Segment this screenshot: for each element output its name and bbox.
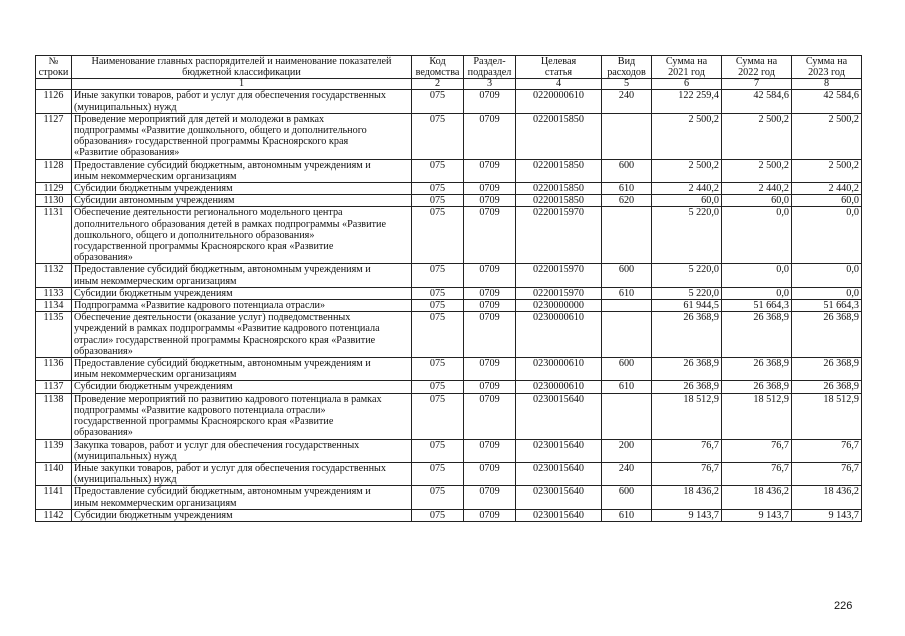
row-target-article: 0220015850 — [516, 159, 602, 182]
table-row — [36, 393, 862, 439]
row-department-code: 075 — [412, 113, 464, 159]
row-target-article: 0230000610 — [516, 381, 602, 393]
header-row — [36, 56, 862, 79]
row-target-article: 0230015640 — [516, 439, 602, 462]
row-number: 1129 — [36, 183, 72, 195]
row-section: 0709 — [464, 287, 516, 299]
row-sum-2022: 0,0 — [722, 264, 792, 287]
row-sum-2023: 18 436,2 — [792, 486, 862, 509]
row-number: 1131 — [36, 207, 72, 264]
header-sum-2023: Сумма на 2023 год — [792, 56, 862, 79]
row-target-article: 0230000000 — [516, 300, 602, 312]
row-expense-type: 600 — [602, 264, 652, 287]
column-index: 8 — [792, 79, 862, 90]
row-sum-2023: 2 440,2 — [792, 183, 862, 195]
row-sum-2021: 2 500,2 — [652, 113, 722, 159]
row-target-article: 0220000610 — [516, 90, 602, 113]
row-name: Проведение мероприятий по развитию кадрового потенциала в рамках подпрограммы «Развитие кадрового потенциала отрасли» государственной программы Красноярского края «Развитие образования» — [72, 393, 412, 439]
row-number: 1130 — [36, 195, 72, 207]
row-department-code: 075 — [412, 486, 464, 509]
header-row-number: № строки — [36, 56, 72, 79]
row-sum-2022: 18 512,9 — [722, 393, 792, 439]
row-name: Обеспечение деятельности (оказание услуг) подведомственных учреждений в рамках подпрограммы «Развитие кадрового потенциала отрасли» государственной программы Красноярского края «Развитие образования» — [72, 312, 412, 358]
row-section: 0709 — [464, 486, 516, 509]
table-row — [36, 113, 862, 159]
row-department-code: 075 — [412, 381, 464, 393]
row-department-code: 075 — [412, 183, 464, 195]
row-sum-2023: 60,0 — [792, 195, 862, 207]
row-name: Предоставление субсидий бюджетным, автономным учреждениям и иным некоммерческим организациям — [72, 264, 412, 287]
row-sum-2022: 76,7 — [722, 462, 792, 485]
row-name: Субсидии бюджетным учреждениям — [72, 183, 412, 195]
table-row — [36, 439, 862, 462]
row-section: 0709 — [464, 358, 516, 381]
row-name: Субсидии бюджетным учреждениям — [72, 381, 412, 393]
row-name: Проведение мероприятий для детей и молодежи в рамках подпрограммы «Развитие дошкольного, общего и дополнительного образования» государственной программы Красноярского края «Развитие образования» — [72, 113, 412, 159]
column-index-row — [36, 79, 862, 90]
row-sum-2022: 26 368,9 — [722, 312, 792, 358]
row-sum-2021: 9 143,7 — [652, 509, 722, 521]
row-sum-2021: 26 368,9 — [652, 381, 722, 393]
row-target-article: 0230015640 — [516, 486, 602, 509]
header-department-code: Код ведомства — [412, 56, 464, 79]
row-sum-2023: 26 368,9 — [792, 312, 862, 358]
row-name: Подпрограмма «Развитие кадрового потенциала отрасли» — [72, 300, 412, 312]
table-row — [36, 358, 862, 381]
row-expense-type: 610 — [602, 509, 652, 521]
row-sum-2023: 76,7 — [792, 462, 862, 485]
row-expense-type: 620 — [602, 195, 652, 207]
row-department-code: 075 — [412, 439, 464, 462]
header-name: Наименование главных распорядителей и наименование показателей бюджетной классификации — [72, 56, 412, 79]
row-expense-type: 600 — [602, 159, 652, 182]
row-number: 1134 — [36, 300, 72, 312]
table-row — [36, 300, 862, 312]
row-number: 1141 — [36, 486, 72, 509]
row-department-code: 075 — [412, 462, 464, 485]
row-sum-2023: 18 512,9 — [792, 393, 862, 439]
row-department-code: 075 — [412, 264, 464, 287]
row-department-code: 075 — [412, 509, 464, 521]
column-index: 2 — [412, 79, 464, 90]
row-name: Закупка товаров, работ и услуг для обеспечения государственных (муниципальных) нужд — [72, 439, 412, 462]
row-section: 0709 — [464, 195, 516, 207]
row-name: Предоставление субсидий бюджетным, автономным учреждениям и иным некоммерческим организациям — [72, 358, 412, 381]
row-section: 0709 — [464, 113, 516, 159]
row-target-article: 0220015850 — [516, 195, 602, 207]
row-department-code: 075 — [412, 195, 464, 207]
row-number: 1132 — [36, 264, 72, 287]
row-sum-2022: 2 500,2 — [722, 113, 792, 159]
row-sum-2021: 2 440,2 — [652, 183, 722, 195]
row-sum-2023: 26 368,9 — [792, 358, 862, 381]
header-target-article: Целевая статья — [516, 56, 602, 79]
column-index: 4 — [516, 79, 602, 90]
row-expense-type: 200 — [602, 439, 652, 462]
row-number: 1127 — [36, 113, 72, 159]
row-department-code: 075 — [412, 287, 464, 299]
row-number: 1137 — [36, 381, 72, 393]
row-department-code: 075 — [412, 393, 464, 439]
row-sum-2021: 2 500,2 — [652, 159, 722, 182]
row-expense-type: 610 — [602, 287, 652, 299]
row-section: 0709 — [464, 462, 516, 485]
table-row — [36, 486, 862, 509]
row-number: 1135 — [36, 312, 72, 358]
row-sum-2023: 9 143,7 — [792, 509, 862, 521]
row-section: 0709 — [464, 159, 516, 182]
row-target-article: 0230015640 — [516, 393, 602, 439]
table-row — [36, 462, 862, 485]
row-section: 0709 — [464, 300, 516, 312]
header-sum-2022: Сумма на 2022 год — [722, 56, 792, 79]
row-sum-2023: 2 500,2 — [792, 159, 862, 182]
row-sum-2021: 5 220,0 — [652, 287, 722, 299]
row-target-article: 0230015640 — [516, 462, 602, 485]
row-department-code: 075 — [412, 207, 464, 264]
row-number: 1128 — [36, 159, 72, 182]
row-section: 0709 — [464, 90, 516, 113]
row-number: 1140 — [36, 462, 72, 485]
row-department-code: 075 — [412, 300, 464, 312]
row-sum-2021: 5 220,0 — [652, 207, 722, 264]
row-sum-2022: 51 664,3 — [722, 300, 792, 312]
row-target-article: 0220015850 — [516, 183, 602, 195]
row-sum-2022: 18 436,2 — [722, 486, 792, 509]
row-sum-2021: 60,0 — [652, 195, 722, 207]
row-section: 0709 — [464, 207, 516, 264]
table-row — [36, 287, 862, 299]
row-number: 1138 — [36, 393, 72, 439]
row-sum-2023: 51 664,3 — [792, 300, 862, 312]
column-index — [36, 79, 72, 90]
row-name: Предоставление субсидий бюджетным, автономным учреждениям и иным некоммерческим организациям — [72, 486, 412, 509]
column-index: 6 — [652, 79, 722, 90]
row-section: 0709 — [464, 439, 516, 462]
row-target-article: 0230000610 — [516, 312, 602, 358]
row-sum-2021: 76,7 — [652, 462, 722, 485]
header-section: Раздел- подраздел — [464, 56, 516, 79]
row-expense-type: 610 — [602, 183, 652, 195]
row-sum-2022: 26 368,9 — [722, 381, 792, 393]
row-sum-2022: 0,0 — [722, 207, 792, 264]
row-section: 0709 — [464, 312, 516, 358]
row-number: 1142 — [36, 509, 72, 521]
row-section: 0709 — [464, 509, 516, 521]
row-target-article: 0220015970 — [516, 264, 602, 287]
row-target-article: 0230015640 — [516, 509, 602, 521]
column-index: 1 — [72, 79, 412, 90]
row-sum-2023: 0,0 — [792, 287, 862, 299]
table-row — [36, 312, 862, 358]
row-sum-2023: 0,0 — [792, 207, 862, 264]
table-row — [36, 159, 862, 182]
table-row — [36, 195, 862, 207]
row-number: 1139 — [36, 439, 72, 462]
row-number: 1133 — [36, 287, 72, 299]
row-target-article: 0220015850 — [516, 113, 602, 159]
table-row — [36, 264, 862, 287]
row-section: 0709 — [464, 264, 516, 287]
row-department-code: 075 — [412, 312, 464, 358]
row-number: 1126 — [36, 90, 72, 113]
row-number: 1136 — [36, 358, 72, 381]
page-number: 226 — [834, 600, 853, 612]
row-sum-2021: 26 368,9 — [652, 312, 722, 358]
row-section: 0709 — [464, 183, 516, 195]
row-expense-type — [602, 207, 652, 264]
row-sum-2022: 60,0 — [722, 195, 792, 207]
row-target-article: 0220015970 — [516, 207, 602, 264]
row-sum-2022: 42 584,6 — [722, 90, 792, 113]
row-sum-2023: 26 368,9 — [792, 381, 862, 393]
row-sum-2022: 0,0 — [722, 287, 792, 299]
row-expense-type — [602, 393, 652, 439]
row-name: Иные закупки товаров, работ и услуг для обеспечения государственных (муниципальных) нужд — [72, 90, 412, 113]
row-sum-2023: 2 500,2 — [792, 113, 862, 159]
row-sum-2021: 61 944,5 — [652, 300, 722, 312]
row-sum-2023: 76,7 — [792, 439, 862, 462]
row-section: 0709 — [464, 393, 516, 439]
table-row — [36, 207, 862, 264]
row-expense-type: 600 — [602, 358, 652, 381]
row-name: Субсидии бюджетным учреждениям — [72, 509, 412, 521]
table-body — [36, 90, 862, 522]
row-sum-2022: 2 500,2 — [722, 159, 792, 182]
row-name: Обеспечение деятельности регионального модельного центра дополнительного образования детей в рамках подпрограммы «Развитие дошкольного, общего и дополнительного образования» государственной программы Красноярского края «Развитие образования» — [72, 207, 412, 264]
row-sum-2022: 2 440,2 — [722, 183, 792, 195]
row-expense-type: 610 — [602, 381, 652, 393]
row-sum-2022: 9 143,7 — [722, 509, 792, 521]
table-row — [36, 381, 862, 393]
row-department-code: 075 — [412, 159, 464, 182]
budget-table — [35, 55, 862, 522]
row-section: 0709 — [464, 381, 516, 393]
column-index: 7 — [722, 79, 792, 90]
row-sum-2021: 18 436,2 — [652, 486, 722, 509]
row-name: Субсидии бюджетным учреждениям — [72, 287, 412, 299]
row-sum-2021: 76,7 — [652, 439, 722, 462]
row-expense-type: 600 — [602, 486, 652, 509]
column-index: 5 — [602, 79, 652, 90]
row-sum-2022: 26 368,9 — [722, 358, 792, 381]
row-department-code: 075 — [412, 358, 464, 381]
row-department-code: 075 — [412, 90, 464, 113]
table-row — [36, 90, 862, 113]
row-name: Предоставление субсидий бюджетным, автономным учреждениям и иным некоммерческим организациям — [72, 159, 412, 182]
column-index: 3 — [464, 79, 516, 90]
row-sum-2021: 122 259,4 — [652, 90, 722, 113]
table-row — [36, 183, 862, 195]
row-target-article: 0220015970 — [516, 287, 602, 299]
row-name: Иные закупки товаров, работ и услуг для обеспечения государственных (муниципальных) нужд — [72, 462, 412, 485]
row-sum-2022: 76,7 — [722, 439, 792, 462]
row-sum-2021: 18 512,9 — [652, 393, 722, 439]
row-name: Субсидии автономным учреждениям — [72, 195, 412, 207]
row-sum-2021: 26 368,9 — [652, 358, 722, 381]
row-expense-type — [602, 312, 652, 358]
header-expense-type: Вид расходов — [602, 56, 652, 79]
row-sum-2023: 42 584,6 — [792, 90, 862, 113]
row-sum-2023: 0,0 — [792, 264, 862, 287]
row-target-article: 0230000610 — [516, 358, 602, 381]
row-expense-type: 240 — [602, 90, 652, 113]
row-expense-type: 240 — [602, 462, 652, 485]
row-expense-type — [602, 113, 652, 159]
row-expense-type — [602, 300, 652, 312]
header-sum-2021: Сумма на 2021 год — [652, 56, 722, 79]
row-sum-2021: 5 220,0 — [652, 264, 722, 287]
table-row — [36, 509, 862, 521]
